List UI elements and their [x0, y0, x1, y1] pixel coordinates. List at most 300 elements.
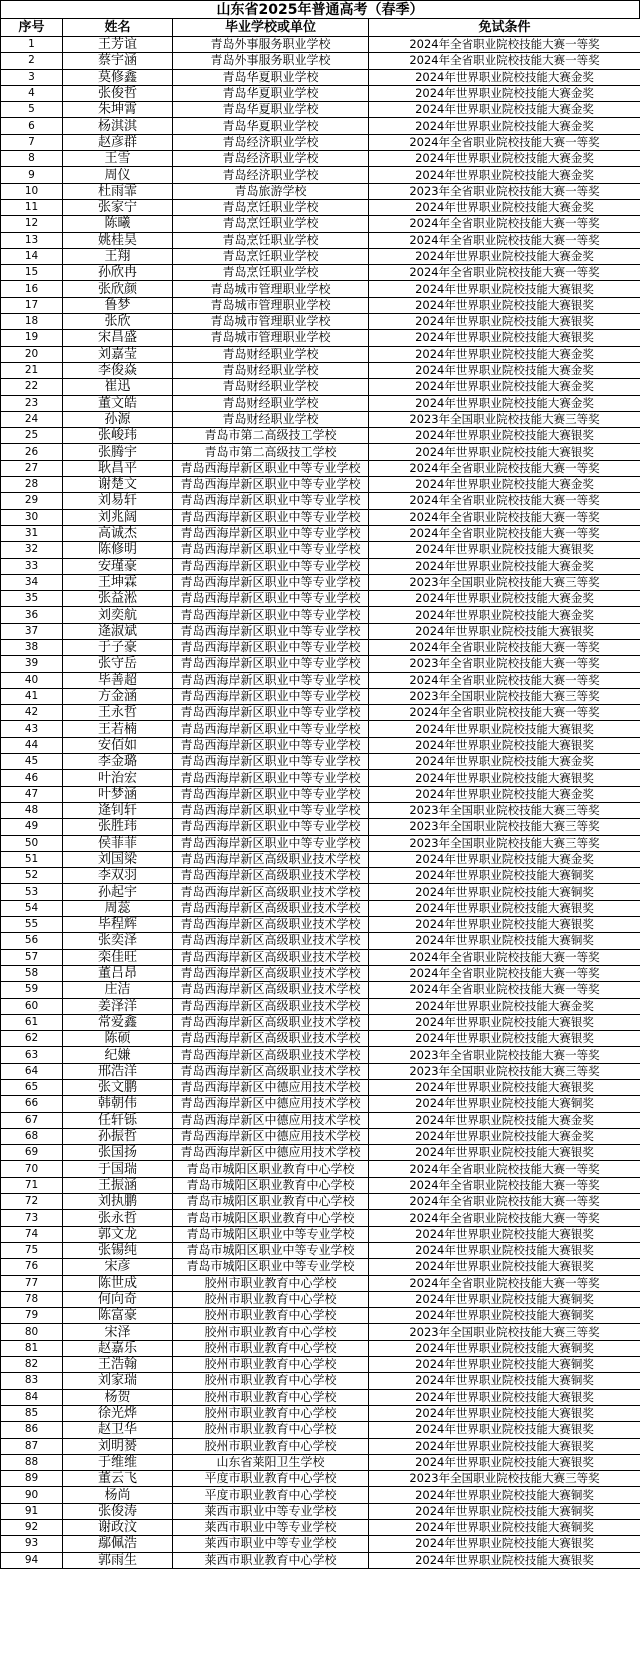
cell-condition: 2024年世界职业院校技能大赛铜奖 [369, 1503, 640, 1519]
cell-name: 周蕊 [63, 900, 173, 916]
cell-seq: 33 [1, 558, 63, 574]
cell-seq: 3 [1, 69, 63, 85]
cell-name: 张欣颜 [63, 281, 173, 297]
cell-name: 刘奕航 [63, 607, 173, 623]
cell-condition: 2024年世界职业院校技能大赛金奖 [369, 199, 640, 215]
cell-name: 王振涵 [63, 1177, 173, 1193]
cell-seq: 85 [1, 1405, 63, 1421]
table-row [1, 1308, 640, 1324]
cell-seq: 7 [1, 134, 63, 150]
cell-name: 崔迅 [63, 379, 173, 395]
cell-name: 毕善超 [63, 672, 173, 688]
cell-name: 董云飞 [63, 1471, 173, 1487]
cell-seq: 83 [1, 1373, 63, 1389]
cell-school: 青岛烹饪职业学校 [173, 248, 369, 264]
cell-condition: 2024年全省职业院校技能大赛一等奖 [369, 1275, 640, 1291]
cell-seq: 1 [1, 37, 63, 53]
table-row [1, 705, 640, 721]
cell-condition: 2024年世界职业院校技能大赛金奖 [369, 118, 640, 134]
table-row [1, 1422, 640, 1438]
header-name: 姓名 [63, 19, 173, 37]
cell-condition: 2024年全省职业院校技能大赛一等奖 [369, 232, 640, 248]
cell-school: 莱西市职业中等专业学校 [173, 1536, 369, 1552]
cell-name: 谢楚文 [63, 477, 173, 493]
cell-school: 青岛城市管理职业学校 [173, 314, 369, 330]
cell-seq: 4 [1, 85, 63, 101]
cell-name: 王芳谊 [63, 37, 173, 53]
cell-seq: 32 [1, 542, 63, 558]
cell-seq: 53 [1, 884, 63, 900]
cell-name: 张文鹏 [63, 1080, 173, 1096]
cell-school: 青岛市第二高级技工学校 [173, 444, 369, 460]
cell-seq: 89 [1, 1471, 63, 1487]
table-row [1, 1112, 640, 1128]
cell-seq: 56 [1, 933, 63, 949]
cell-name: 杨尚 [63, 1487, 173, 1503]
cell-seq: 9 [1, 167, 63, 183]
table-row [1, 542, 640, 558]
table-row [1, 379, 640, 395]
cell-school: 青岛西海岸新区职业中等专业学校 [173, 705, 369, 721]
table-row [1, 965, 640, 981]
cell-school: 青岛西海岸新区职业中等专业学校 [173, 835, 369, 851]
table-row [1, 1520, 640, 1536]
cell-seq: 35 [1, 591, 63, 607]
cell-name: 刘嘉莹 [63, 346, 173, 362]
cell-name: 王浩翰 [63, 1357, 173, 1373]
cell-name: 张家宁 [63, 199, 173, 215]
exemption-table [0, 18, 640, 1569]
cell-school: 平度市职业教育中心学校 [173, 1487, 369, 1503]
table-row [1, 1438, 640, 1454]
cell-school: 青岛市城阳区职业教育中心学校 [173, 1210, 369, 1226]
cell-school: 青岛市城阳区职业中等专业学校 [173, 1259, 369, 1275]
cell-school: 青岛市城阳区职业教育中心学校 [173, 1161, 369, 1177]
cell-condition: 2024年世界职业院校技能大赛银奖 [369, 1259, 640, 1275]
cell-condition: 2024年全省职业院校技能大赛一等奖 [369, 1177, 640, 1193]
cell-school: 青岛西海岸新区高级职业技术学校 [173, 1047, 369, 1063]
cell-school: 青岛西海岸新区职业中等专业学校 [173, 542, 369, 558]
cell-school: 青岛城市管理职业学校 [173, 281, 369, 297]
cell-condition: 2024年世界职业院校技能大赛铜奖 [369, 1308, 640, 1324]
cell-seq: 60 [1, 998, 63, 1014]
cell-condition: 2023年全省职业院校技能大赛一等奖 [369, 1047, 640, 1063]
table-row [1, 69, 640, 85]
cell-school: 莱西市职业中等专业学校 [173, 1503, 369, 1519]
cell-school: 青岛西海岸新区职业中等专业学校 [173, 623, 369, 639]
cell-school: 青岛西海岸新区职业中等专业学校 [173, 819, 369, 835]
cell-condition: 2024年世界职业院校技能大赛金奖 [369, 69, 640, 85]
cell-school: 胶州市职业教育中心学校 [173, 1422, 369, 1438]
cell-seq: 8 [1, 151, 63, 167]
cell-school: 青岛西海岸新区职业中等专业学校 [173, 509, 369, 525]
cell-name: 纪嫌 [63, 1047, 173, 1063]
cell-condition: 2024年世界职业院校技能大赛铜奖 [369, 1357, 640, 1373]
cell-name: 何向奇 [63, 1291, 173, 1307]
cell-condition: 2024年全省职业院校技能大赛一等奖 [369, 509, 640, 525]
cell-seq: 80 [1, 1324, 63, 1340]
cell-name: 张俊涛 [63, 1503, 173, 1519]
cell-name: 逄钊轩 [63, 802, 173, 818]
table-row [1, 346, 640, 362]
cell-school: 青岛西海岸新区中德应用技术学校 [173, 1145, 369, 1161]
cell-school: 青岛旅游学校 [173, 183, 369, 199]
table-row [1, 1324, 640, 1340]
cell-school: 青岛西海岸新区高级职业技术学校 [173, 851, 369, 867]
cell-school: 青岛西海岸新区职业中等专业学校 [173, 558, 369, 574]
table-row [1, 737, 640, 753]
cell-seq: 75 [1, 1242, 63, 1258]
cell-seq: 12 [1, 216, 63, 232]
cell-name: 于子豪 [63, 639, 173, 655]
cell-school: 胶州市职业教育中心学校 [173, 1340, 369, 1356]
cell-condition: 2024年世界职业院校技能大赛金奖 [369, 477, 640, 493]
cell-seq: 28 [1, 477, 63, 493]
cell-school: 青岛西海岸新区职业中等专业学校 [173, 607, 369, 623]
cell-name: 宋彦 [63, 1259, 173, 1275]
cell-school: 青岛经济职业学校 [173, 151, 369, 167]
cell-name: 孙源 [63, 411, 173, 427]
cell-condition: 2024年世界职业院校技能大赛金奖 [369, 1128, 640, 1144]
cell-condition: 2024年全省职业院校技能大赛一等奖 [369, 134, 640, 150]
table-row [1, 1454, 640, 1470]
cell-school: 胶州市职业教育中心学校 [173, 1389, 369, 1405]
cell-name: 鄢佩浩 [63, 1536, 173, 1552]
cell-school: 青岛西海岸新区中德应用技术学校 [173, 1096, 369, 1112]
table-row [1, 754, 640, 770]
cell-seq: 77 [1, 1275, 63, 1291]
cell-school: 青岛西海岸新区高级职业技术学校 [173, 917, 369, 933]
cell-condition: 2023年全省职业院校技能大赛一等奖 [369, 656, 640, 672]
table-row [1, 199, 640, 215]
table-row [1, 1080, 640, 1096]
cell-school: 胶州市职业教育中心学校 [173, 1405, 369, 1421]
cell-name: 赵嘉乐 [63, 1340, 173, 1356]
cell-name: 宋昌盛 [63, 330, 173, 346]
cell-name: 杨淇淇 [63, 118, 173, 134]
cell-name: 刘易轩 [63, 493, 173, 509]
cell-name: 董文皓 [63, 395, 173, 411]
cell-condition: 2024年世界职业院校技能大赛金奖 [369, 379, 640, 395]
cell-seq: 26 [1, 444, 63, 460]
table-row [1, 1177, 640, 1193]
header-seq: 序号 [1, 19, 63, 37]
cell-seq: 39 [1, 656, 63, 672]
cell-name: 侯菲菲 [63, 835, 173, 851]
table-row [1, 232, 640, 248]
cell-seq: 79 [1, 1308, 63, 1324]
cell-condition: 2024年世界职业院校技能大赛银奖 [369, 721, 640, 737]
table-row [1, 1128, 640, 1144]
cell-condition: 2024年世界职业院校技能大赛金奖 [369, 151, 640, 167]
cell-school: 青岛西海岸新区中德应用技术学校 [173, 1080, 369, 1096]
cell-seq: 10 [1, 183, 63, 199]
cell-condition: 2023年全国职业院校技能大赛三等奖 [369, 574, 640, 590]
cell-seq: 50 [1, 835, 63, 851]
cell-condition: 2024年世界职业院校技能大赛银奖 [369, 1422, 640, 1438]
table-row [1, 933, 640, 949]
cell-name: 周仪 [63, 167, 173, 183]
cell-condition: 2024年全省职业院校技能大赛一等奖 [369, 460, 640, 476]
cell-condition: 2024年世界职业院校技能大赛金奖 [369, 167, 640, 183]
cell-condition: 2024年世界职业院校技能大赛金奖 [369, 591, 640, 607]
table-row [1, 85, 640, 101]
cell-name: 孙振哲 [63, 1128, 173, 1144]
cell-condition: 2024年世界职业院校技能大赛金奖 [369, 362, 640, 378]
cell-seq: 19 [1, 330, 63, 346]
cell-condition: 2024年世界职业院校技能大赛金奖 [369, 998, 640, 1014]
table-row [1, 216, 640, 232]
cell-school: 青岛西海岸新区职业中等专业学校 [173, 477, 369, 493]
cell-school: 青岛西海岸新区职业中等专业学校 [173, 460, 369, 476]
cell-name: 毕程辉 [63, 917, 173, 933]
cell-condition: 2024年全省职业院校技能大赛一等奖 [369, 493, 640, 509]
cell-condition: 2023年全国职业院校技能大赛三等奖 [369, 819, 640, 835]
cell-seq: 42 [1, 705, 63, 721]
cell-condition: 2024年全省职业院校技能大赛一等奖 [369, 672, 640, 688]
cell-name: 庄洁 [63, 982, 173, 998]
cell-school: 青岛西海岸新区职业中等专业学校 [173, 688, 369, 704]
cell-school: 青岛西海岸新区高级职业技术学校 [173, 868, 369, 884]
cell-condition: 2023年全国职业院校技能大赛三等奖 [369, 1324, 640, 1340]
cell-seq: 41 [1, 688, 63, 704]
cell-name: 邢浩洋 [63, 1063, 173, 1079]
cell-condition: 2024年世界职业院校技能大赛金奖 [369, 346, 640, 362]
table-row [1, 835, 640, 851]
cell-name: 于国瑞 [63, 1161, 173, 1177]
cell-school: 莱西市职业教育中心学校 [173, 1552, 369, 1568]
table-row [1, 982, 640, 998]
table-row [1, 428, 640, 444]
cell-condition: 2024年世界职业院校技能大赛银奖 [369, 1226, 640, 1242]
table-row [1, 314, 640, 330]
cell-name: 姚桂昊 [63, 232, 173, 248]
table-row [1, 1357, 640, 1373]
cell-seq: 23 [1, 395, 63, 411]
cell-condition: 2023年全省职业院校技能大赛一等奖 [369, 183, 640, 199]
cell-school: 青岛西海岸新区职业中等专业学校 [173, 656, 369, 672]
table-row [1, 477, 640, 493]
cell-school: 青岛西海岸新区中德应用技术学校 [173, 1112, 369, 1128]
cell-school: 青岛西海岸新区职业中等专业学校 [173, 754, 369, 770]
cell-school: 青岛西海岸新区职业中等专业学校 [173, 721, 369, 737]
cell-seq: 78 [1, 1291, 63, 1307]
cell-name: 张峻玮 [63, 428, 173, 444]
cell-condition: 2024年世界职业院校技能大赛银奖 [369, 623, 640, 639]
cell-condition: 2024年世界职业院校技能大赛金奖 [369, 786, 640, 802]
table-row [1, 1291, 640, 1307]
cell-seq: 57 [1, 949, 63, 965]
cell-condition: 2023年全国职业院校技能大赛三等奖 [369, 835, 640, 851]
cell-name: 陈修明 [63, 542, 173, 558]
cell-school: 青岛西海岸新区职业中等专业学校 [173, 525, 369, 541]
cell-school: 青岛西海岸新区职业中等专业学校 [173, 591, 369, 607]
cell-seq: 52 [1, 868, 63, 884]
cell-name: 常爱鑫 [63, 1014, 173, 1030]
cell-seq: 43 [1, 721, 63, 737]
table-row [1, 118, 640, 134]
cell-name: 赵卫华 [63, 1422, 173, 1438]
table-row [1, 1096, 640, 1112]
cell-condition: 2024年世界职业院校技能大赛银奖 [369, 1014, 640, 1030]
header-condition: 免试条件 [369, 19, 640, 37]
cell-seq: 45 [1, 754, 63, 770]
cell-seq: 86 [1, 1422, 63, 1438]
cell-name: 鲁梦 [63, 297, 173, 313]
cell-seq: 88 [1, 1454, 63, 1470]
cell-seq: 36 [1, 607, 63, 623]
cell-seq: 94 [1, 1552, 63, 1568]
cell-seq: 92 [1, 1520, 63, 1536]
cell-condition: 2024年全省职业院校技能大赛一等奖 [369, 639, 640, 655]
table-row [1, 493, 640, 509]
cell-condition: 2024年全省职业院校技能大赛一等奖 [369, 982, 640, 998]
cell-school: 青岛市城阳区职业中等专业学校 [173, 1242, 369, 1258]
cell-condition: 2024年世界职业院校技能大赛金奖 [369, 102, 640, 118]
cell-school: 青岛烹饪职业学校 [173, 232, 369, 248]
table-row [1, 672, 640, 688]
cell-school: 青岛西海岸新区职业中等专业学校 [173, 493, 369, 509]
cell-school: 青岛华夏职业学校 [173, 69, 369, 85]
cell-school: 青岛西海岸新区高级职业技术学校 [173, 949, 369, 965]
cell-name: 刘国梁 [63, 851, 173, 867]
table-row [1, 395, 640, 411]
cell-name: 张腾宇 [63, 444, 173, 460]
sheet-title: 山东省2025年普通高考（春季） [0, 0, 640, 18]
cell-condition: 2024年世界职业院校技能大赛银奖 [369, 1145, 640, 1161]
cell-name: 方金涵 [63, 688, 173, 704]
cell-seq: 27 [1, 460, 63, 476]
cell-condition: 2024年世界职业院校技能大赛铜奖 [369, 884, 640, 900]
cell-condition: 2023年全国职业院校技能大赛三等奖 [369, 802, 640, 818]
cell-condition: 2024年世界职业院校技能大赛银奖 [369, 1080, 640, 1096]
cell-seq: 82 [1, 1357, 63, 1373]
table-row [1, 591, 640, 607]
table-row [1, 151, 640, 167]
table-row [1, 1487, 640, 1503]
cell-seq: 73 [1, 1210, 63, 1226]
cell-seq: 25 [1, 428, 63, 444]
cell-school: 青岛市第二高级技工学校 [173, 428, 369, 444]
cell-condition: 2024年世界职业院校技能大赛银奖 [369, 1454, 640, 1470]
cell-condition: 2024年全省职业院校技能大赛一等奖 [369, 705, 640, 721]
table-row [1, 819, 640, 835]
table-row [1, 1373, 640, 1389]
cell-school: 青岛西海岸新区高级职业技术学校 [173, 933, 369, 949]
table-row [1, 656, 640, 672]
cell-seq: 68 [1, 1128, 63, 1144]
cell-name: 耿昌平 [63, 460, 173, 476]
cell-seq: 91 [1, 1503, 63, 1519]
cell-name: 杨贺 [63, 1389, 173, 1405]
cell-school: 青岛西海岸新区高级职业技术学校 [173, 1031, 369, 1047]
table-row [1, 688, 640, 704]
table-row [1, 1389, 640, 1405]
cell-condition: 2024年全省职业院校技能大赛一等奖 [369, 216, 640, 232]
cell-name: 孙起宇 [63, 884, 173, 900]
cell-condition: 2024年全省职业院校技能大赛一等奖 [369, 265, 640, 281]
table-row [1, 525, 640, 541]
cell-school: 青岛经济职业学校 [173, 167, 369, 183]
cell-seq: 58 [1, 965, 63, 981]
cell-name: 宋泽 [63, 1324, 173, 1340]
table-row [1, 802, 640, 818]
cell-seq: 84 [1, 1389, 63, 1405]
table-row [1, 1031, 640, 1047]
cell-seq: 30 [1, 509, 63, 525]
table-row [1, 167, 640, 183]
cell-condition: 2023年全国职业院校技能大赛三等奖 [369, 1063, 640, 1079]
cell-condition: 2024年世界职业院校技能大赛银奖 [369, 1031, 640, 1047]
cell-condition: 2024年世界职业院校技能大赛金奖 [369, 607, 640, 623]
table-row [1, 607, 640, 623]
table-row [1, 623, 640, 639]
table-row [1, 134, 640, 150]
cell-seq: 74 [1, 1226, 63, 1242]
cell-seq: 14 [1, 248, 63, 264]
cell-seq: 18 [1, 314, 63, 330]
cell-school: 青岛外事服务职业学校 [173, 53, 369, 69]
cell-seq: 64 [1, 1063, 63, 1079]
cell-school: 青岛财经职业学校 [173, 395, 369, 411]
cell-name: 刘明赟 [63, 1438, 173, 1454]
cell-condition: 2024年世界职业院校技能大赛银奖 [369, 1389, 640, 1405]
cell-condition: 2024年世界职业院校技能大赛银奖 [369, 1438, 640, 1454]
cell-condition: 2024年世界职业院校技能大赛金奖 [369, 754, 640, 770]
table-row [1, 770, 640, 786]
cell-name: 陈硕 [63, 1031, 173, 1047]
cell-school: 青岛市城阳区职业中等专业学校 [173, 1226, 369, 1242]
cell-seq: 24 [1, 411, 63, 427]
table-row [1, 265, 640, 281]
table-row [1, 1405, 640, 1421]
cell-school: 胶州市职业教育中心学校 [173, 1308, 369, 1324]
cell-name: 董吕昂 [63, 965, 173, 981]
table-row [1, 248, 640, 264]
cell-name: 陈富豪 [63, 1308, 173, 1324]
cell-name: 张欣 [63, 314, 173, 330]
cell-school: 青岛西海岸新区中德应用技术学校 [173, 1128, 369, 1144]
cell-condition: 2024年全省职业院校技能大赛一等奖 [369, 1210, 640, 1226]
cell-name: 张益淞 [63, 591, 173, 607]
table-row [1, 998, 640, 1014]
cell-condition: 2024年世界职业院校技能大赛铜奖 [369, 868, 640, 884]
cell-school: 山东省莱阳卫生学校 [173, 1454, 369, 1470]
cell-name: 姜泽洋 [63, 998, 173, 1014]
cell-name: 李俊焱 [63, 362, 173, 378]
table-row [1, 297, 640, 313]
table-row [1, 1194, 640, 1210]
cell-condition: 2024年世界职业院校技能大赛银奖 [369, 330, 640, 346]
cell-school: 青岛西海岸新区职业中等专业学校 [173, 672, 369, 688]
cell-seq: 59 [1, 982, 63, 998]
cell-condition: 2024年世界职业院校技能大赛银奖 [369, 737, 640, 753]
cell-seq: 81 [1, 1340, 63, 1356]
cell-school: 胶州市职业教育中心学校 [173, 1324, 369, 1340]
table-row [1, 330, 640, 346]
cell-name: 孙欣冉 [63, 265, 173, 281]
cell-name: 朱坤霄 [63, 102, 173, 118]
cell-school: 青岛西海岸新区高级职业技术学校 [173, 1014, 369, 1030]
table-row [1, 1259, 640, 1275]
cell-school: 青岛西海岸新区职业中等专业学校 [173, 737, 369, 753]
cell-seq: 15 [1, 265, 63, 281]
cell-school: 胶州市职业教育中心学校 [173, 1291, 369, 1307]
cell-seq: 16 [1, 281, 63, 297]
header-school: 毕业学校或单位 [173, 19, 369, 37]
cell-school: 青岛西海岸新区职业中等专业学校 [173, 786, 369, 802]
cell-school: 青岛西海岸新区高级职业技术学校 [173, 998, 369, 1014]
